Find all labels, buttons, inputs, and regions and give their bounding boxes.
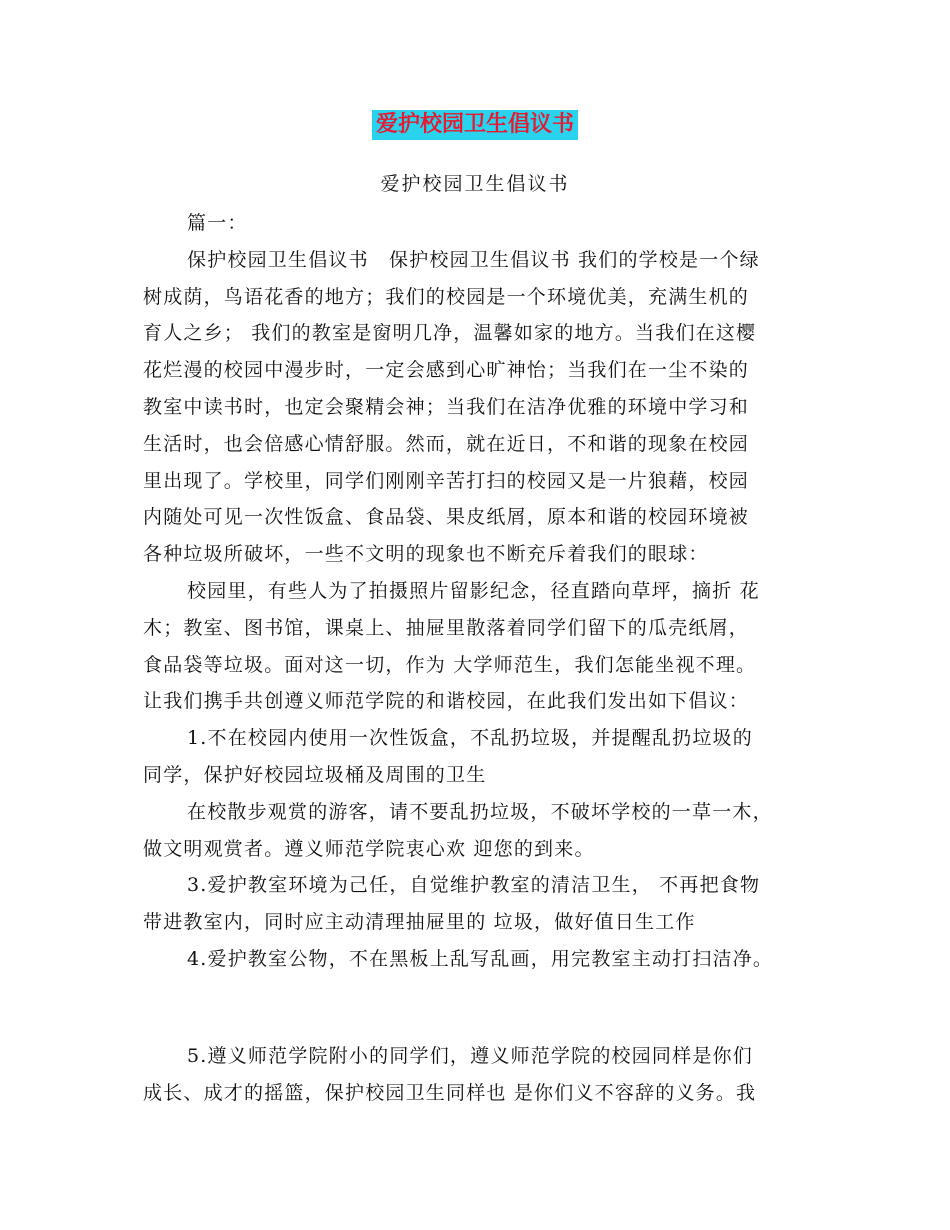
text-line: 树成荫，鸟语花香的地方；我们的校园是一个环境优美，充满生机的 (143, 285, 750, 308)
text-line: 5.遵义师范学院附小的同学们，遵义师范学院的校园同样是你们 (187, 1044, 753, 1067)
text-line: 同学，保护好校园垃圾桶及周围的卫生 (143, 763, 487, 786)
text-line: 校园里，有些人为了拍摄照片留影纪念，径直踏向草坪，摘折 花 (187, 579, 760, 602)
heading-wrap (0, 110, 950, 140)
text-line: 内随处可见一次性饭盒、食品袋、果皮纸屑，原本和谐的校园环境被 (143, 506, 750, 529)
text-line: 木；教室、图书馆，课桌上、抽屉里散落着同学们留下的瓜壳纸屑， (143, 616, 750, 639)
text-line: 教室中读书时，也定会聚精会神；当我们在洁净优雅的环境中学习和 (143, 395, 750, 418)
text-line: 让我们携手共创遵义师范学院的和谐校园，在此我们发出如下倡议： (143, 690, 750, 713)
text-line: 带进教室内，同时应主动清理抽屉里的 垃圾，做好值日生工作 (143, 911, 696, 934)
text-line: 保护校园卫生倡议书 保护校园卫生倡议书 我们的学校是一个绿 (187, 248, 760, 271)
text-line: 花烂漫的校园中漫步时，一定会感到心旷神怡；当我们在一尘不染的 (143, 359, 750, 382)
text-line: 各种垃圾所破坏，一些不文明的现象也不断充斥着我们的眼球： (143, 543, 709, 566)
paragraph-gap (143, 978, 808, 1038)
text-line: 育人之乡； 我们的教室是窗明几净，温馨如家的地方。当我们在这樱 (143, 322, 757, 345)
document-body (143, 205, 808, 1111)
text-line: 成长、成才的摇篮，保护校园卫生同样也 是你们义不容辞的义务。我 (143, 1081, 757, 1104)
text-line: 生活时，也会倍感心情舒服。然而，就在近日，不和谐的现象在校园 (143, 432, 750, 455)
text-line: 篇一： (187, 212, 248, 234)
text-line: 4.爱护教室公物，不在黑板上乱写乱画，用完教室主动打扫洁净。 (187, 947, 774, 970)
text-line: 1.不在校园内使用一次性饭盒，不乱扔垃圾，并提醒乱扔垃圾的 (187, 727, 753, 750)
document-subtitle: 爱护校园卫生倡议书 (380, 173, 570, 195)
text-line: 食品袋等垃圾。面对这一切，作为 大学师范生，我们怎能坐视不理。 (143, 653, 757, 676)
document-heading: 爱护校园卫生倡议书 (372, 110, 578, 140)
text-line: 在校散步观赏的游客，请不要乱扔垃圾，不破坏学校的一草一木， (187, 800, 773, 823)
text-line: 做文明观赏者。遵义师范学院衷心欢 迎您的到来。 (143, 837, 595, 860)
text-line: 里出现了。学校里，同学们刚刚辛苦打扫的校园又是一片狼藉，校园 (143, 469, 750, 492)
text-line: 3.爱护教室环境为己任，自觉维护教室的清洁卫生， 不再把食物 (187, 874, 761, 897)
